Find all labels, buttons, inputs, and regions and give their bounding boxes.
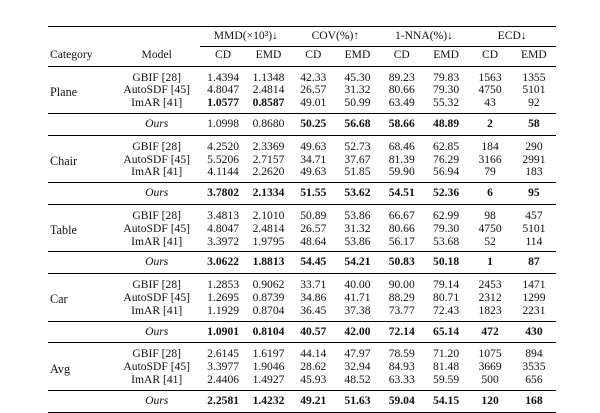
value-cell: 58.66 [380,113,424,135]
model-name: GBIF [28] [113,66,200,84]
value-cell: 1823 [478,303,502,317]
table-row [48,66,556,84]
value-cell: 2.2620 [252,165,285,179]
model-name: AutoSDF [45] [123,152,191,166]
value-cell: 0.8704 [252,303,285,317]
value-cell: 2 [468,113,512,135]
header-cell-blank [48,27,113,47]
value-cell: 90.00 [380,274,424,292]
value-cell: 32.94 [344,360,371,374]
value-cell: 53.68 [433,234,460,248]
value-cell: 47.97 [335,343,379,361]
category-label: Avg [48,343,113,390]
value-cell: 2.1010 [246,204,291,222]
value-cell: 1.2853 [200,274,245,292]
value-cell: 42.00 [335,321,379,343]
value-cell: 1299 [522,290,546,304]
value-cell: 26.57 [300,83,327,97]
value-cell: 1.8813 [246,252,291,274]
model-name: AutoSDF [45] [123,83,191,97]
value-cell: 58 [512,113,556,135]
value-cell: 1.6197 [246,343,291,361]
value-cell: 56.94 [433,165,460,179]
header-1nna-cd: CD [393,47,410,61]
value-cell: 1.9795 [252,234,285,248]
value-cell: 80.71 [433,290,460,304]
value-cell: 36.45 [300,303,327,317]
table-row [48,223,556,236]
value-cell: 26.57 [300,221,327,235]
value-cell: 2.4814 [252,83,285,97]
value-cell: 2.3369 [246,135,291,153]
table-row [48,343,556,361]
value-cell: 50.83 [380,252,424,274]
value-cell: 49.21 [291,390,335,412]
value-cell: 53.62 [335,183,379,205]
value-cell: 62.85 [424,135,468,153]
model-name: ImAR [41] [131,165,183,179]
value-cell: 1.0998 [200,113,245,135]
value-cell: 49.63 [291,135,335,153]
value-cell: 51.63 [335,390,379,412]
value-cell: 59.04 [380,390,424,412]
value-cell: 4.8047 [207,83,240,97]
table-row [48,305,556,321]
value-cell: 168 [512,390,556,412]
header-mmd-emd: EMD [255,47,282,61]
value-cell: 1 [468,252,512,274]
category-blank [48,252,113,274]
value-cell: 48.89 [424,113,468,135]
value-cell: 48.64 [300,234,327,248]
value-cell: 79.83 [424,66,468,84]
table-row [48,374,556,390]
value-cell: 4750 [478,221,502,235]
table-row [48,292,556,305]
value-cell: 1.2695 [207,290,240,304]
value-cell: 51.85 [344,165,371,179]
value-cell: 65.14 [424,321,468,343]
value-cell: 2.4814 [252,221,285,235]
value-cell: 66.67 [380,204,424,222]
table-row [48,166,556,182]
value-cell: 656 [525,372,543,386]
value-cell: 49.01 [300,96,327,110]
value-cell: 59.59 [433,372,460,386]
table-row-ours [48,183,556,205]
value-cell: 3535 [522,360,546,374]
value-cell: 120 [468,390,512,412]
model-name: GBIF [28] [113,135,200,153]
value-cell: 49.63 [300,165,327,179]
value-cell: 2991 [522,152,546,166]
value-cell: 50.99 [344,96,371,110]
table-row-ours [48,252,556,274]
value-cell: 184 [468,135,512,153]
value-cell: 1.4232 [246,390,291,412]
value-cell: 4.2520 [200,135,245,153]
value-cell: 4.1144 [207,165,239,179]
value-cell: 3166 [478,152,502,166]
value-cell: 2.1334 [246,183,291,205]
header-model: Model [141,47,172,61]
category-label: Plane [48,66,113,113]
value-cell: 56.17 [388,234,415,248]
value-cell: 81.48 [433,360,460,374]
value-cell: 34.71 [300,152,327,166]
results-table [48,26,556,413]
value-cell: 290 [512,135,556,153]
value-cell: 3669 [478,360,502,374]
value-cell: 87 [512,252,556,274]
value-cell: 894 [512,343,556,361]
value-cell: 1.1348 [246,66,291,84]
category-blank [48,183,113,205]
model-name-ours: Ours [113,113,200,135]
value-cell: 95 [512,183,556,205]
value-cell: 31.32 [344,221,371,235]
value-cell: 81.39 [388,152,415,166]
value-cell: 1.4927 [252,372,285,386]
value-cell: 52 [484,234,496,248]
model-name: GBIF [28] [113,274,200,292]
value-cell: 2453 [468,274,512,292]
category-label: Chair [48,135,113,182]
header-cov-emd: EMD [344,47,371,61]
value-cell: 2.7157 [252,152,285,166]
value-cell: 50.89 [291,204,335,222]
value-cell: 78.59 [380,343,424,361]
value-cell: 42.33 [291,66,335,84]
model-name: GBIF [28] [113,204,200,222]
model-name: AutoSDF [45] [123,360,191,374]
value-cell: 3.0622 [200,252,245,274]
value-cell: 89.23 [380,66,424,84]
value-cell: 84.93 [388,360,415,374]
value-cell: 2.6145 [200,343,245,361]
value-cell: 1355 [512,66,556,84]
value-cell: 53.86 [344,234,371,248]
model-name-ours: Ours [113,183,200,205]
value-cell: 2231 [522,303,546,317]
value-cell: 1.1929 [207,303,240,317]
model-name: ImAR [41] [131,234,183,248]
value-cell: 98 [468,204,512,222]
value-cell: 62.99 [424,204,468,222]
value-cell: 54.45 [291,252,335,274]
value-cell: 73.77 [388,303,415,317]
value-cell: 51.55 [291,183,335,205]
value-cell: 88.29 [388,290,415,304]
header-group-mmd: MMD(×10³)↓ [200,27,291,47]
model-name: AutoSDF [45] [123,221,191,235]
value-cell: 1.4394 [200,66,245,84]
value-cell: 1.0577 [207,96,240,110]
value-cell: 472 [468,321,512,343]
table-row [48,274,556,292]
model-name: ImAR [41] [131,96,183,110]
value-cell: 3.3972 [207,234,240,248]
value-cell: 430 [512,321,556,343]
table-row-ours [48,390,556,412]
header-group-1nna: 1-NNA(%)↓ [380,27,469,47]
table-row-ours [48,321,556,343]
value-cell: 500 [481,372,499,386]
value-cell: 1471 [512,274,556,292]
table-row [48,236,556,252]
value-cell: 54.21 [335,252,379,274]
model-name: AutoSDF [45] [123,290,191,304]
results-table-container [48,26,556,413]
value-cell: 50.18 [424,252,468,274]
value-cell: 79 [484,165,496,179]
value-cell: 6 [468,183,512,205]
header-cell-blank [113,27,200,47]
value-cell: 5101 [522,83,546,97]
value-cell: 3.4813 [200,204,245,222]
value-cell: 5.5206 [207,152,240,166]
value-cell: 0.8739 [252,290,285,304]
value-cell: 28.62 [300,360,327,374]
value-cell: 0.8680 [246,113,291,135]
value-cell: 55.32 [433,96,460,110]
value-cell: 76.29 [433,152,460,166]
header-1nna-emd: EMD [433,47,459,61]
value-cell: 0.8587 [252,96,285,110]
value-cell: 4.8047 [207,221,240,235]
value-cell: 71.20 [424,343,468,361]
value-cell: 52.36 [424,183,468,205]
value-cell: 1563 [468,66,512,84]
value-cell: 53.86 [335,204,379,222]
value-cell: 80.66 [388,83,415,97]
value-cell: 72.14 [380,321,424,343]
value-cell: 40.57 [291,321,335,343]
value-cell: 2.2581 [200,390,245,412]
table-row [48,204,556,222]
category-blank [48,390,113,412]
value-cell: 33.71 [291,274,335,292]
header-group-cov: COV(%)↑ [291,27,379,47]
value-cell: 63.49 [388,96,415,110]
value-cell: 457 [512,204,556,222]
header-ecd-cd: CD [482,47,499,61]
value-cell: 56.68 [335,113,379,135]
header-mmd-cd: CD [215,47,232,61]
value-cell: 41.71 [344,290,371,304]
value-cell: 52.73 [335,135,379,153]
table-row-ours [48,113,556,135]
value-cell: 2.4406 [207,372,240,386]
value-cell: 72.43 [433,303,460,317]
value-cell: 0.9062 [246,274,291,292]
results-table-body [48,66,556,412]
model-name: GBIF [28] [113,343,200,361]
category-blank [48,321,113,343]
header-row-columns [48,46,556,66]
value-cell: 2312 [478,290,502,304]
value-cell: 54.51 [380,183,424,205]
table-row [48,135,556,153]
value-cell: 0.8104 [246,321,291,343]
value-cell: 34.86 [300,290,327,304]
value-cell: 31.32 [344,83,371,97]
header-ecd-emd: EMD [521,47,547,61]
value-cell: 1075 [468,343,512,361]
header-category: Category [50,47,93,61]
model-name: ImAR [41] [131,372,183,386]
model-name-ours: Ours [113,321,200,343]
category-label: Car [48,274,113,321]
value-cell: 37.67 [344,152,371,166]
value-cell: 1.0901 [200,321,245,343]
header-group-ecd: ECD↓ [468,27,556,47]
value-cell: 45.93 [300,372,327,386]
category-blank [48,113,113,135]
category-label: Table [48,204,113,251]
value-cell: 3.3977 [207,360,240,374]
value-cell: 40.00 [335,274,379,292]
value-cell: 79.30 [433,83,460,97]
value-cell: 68.46 [380,135,424,153]
value-cell: 43 [484,96,496,110]
value-cell: 63.33 [388,372,415,386]
model-name-ours: Ours [113,252,200,274]
value-cell: 50.25 [291,113,335,135]
value-cell: 54.15 [424,390,468,412]
value-cell: 44.14 [291,343,335,361]
value-cell: 3.7802 [200,183,245,205]
value-cell: 92 [528,96,540,110]
value-cell: 45.30 [335,66,379,84]
header-cov-cd: CD [305,47,322,61]
value-cell: 4750 [478,83,502,97]
value-cell: 80.66 [388,221,415,235]
value-cell: 48.52 [344,372,371,386]
value-cell: 79.14 [424,274,468,292]
table-row [48,97,556,113]
value-cell: 79.30 [433,221,460,235]
value-cell: 5101 [522,221,546,235]
value-cell: 114 [525,234,543,248]
model-name: ImAR [41] [131,303,183,317]
value-cell: 59.90 [388,165,415,179]
model-name-ours: Ours [113,390,200,412]
value-cell: 37.38 [344,303,371,317]
value-cell: 1.9046 [252,360,285,374]
header-row-groups [48,27,556,47]
value-cell: 183 [525,165,543,179]
